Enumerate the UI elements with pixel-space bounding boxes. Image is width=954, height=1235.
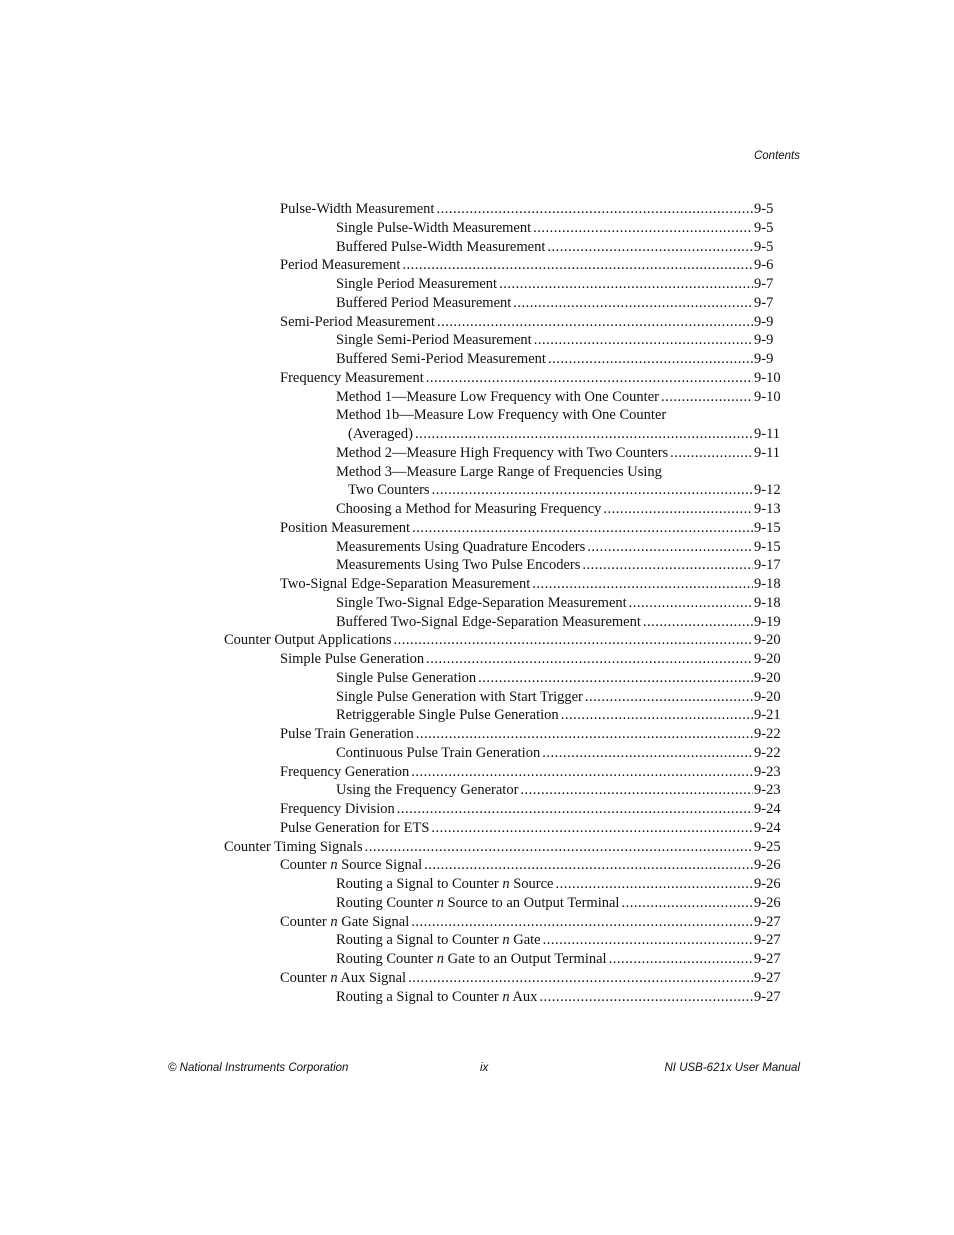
dot-leader: [402, 256, 753, 275]
toc-entry-title: Two-Signal Edge-Separation Measurement: [280, 576, 531, 592]
toc-entry-page: 9-5: [754, 201, 774, 217]
toc-entry-page: 9-17: [754, 557, 781, 574]
toc-entry-page: 9-23: [754, 782, 781, 799]
toc-entry[interactable]: [280, 256, 784, 275]
dot-leader: [499, 275, 753, 294]
toc-entry-title: Single Pulse Generation: [336, 669, 477, 686]
toc-entry[interactable]: [280, 800, 784, 819]
toc-entry-title: Measurements Using Two Pulse Encoders: [336, 557, 581, 574]
toc-entry-title: Pulse Generation for ETS: [280, 819, 430, 836]
dot-leader: [532, 575, 753, 594]
toc-entry[interactable]: [336, 894, 784, 913]
toc-entry[interactable]: [336, 331, 784, 350]
toc-entry-title: Position Measurement: [280, 519, 411, 536]
toc-entry-title: Two Counters: [348, 482, 430, 499]
toc-entry-page: 9-19: [754, 613, 781, 630]
dot-leader: [621, 894, 753, 913]
toc-entry-title: Buffered Two-Signal Edge-Separation Measurement: [336, 613, 641, 630]
toc-entry-page: 9-9: [754, 332, 774, 349]
dot-leader: [478, 669, 753, 688]
dot-leader: [416, 725, 753, 744]
toc-entry[interactable]: [336, 613, 784, 632]
toc-entry-title: Single Pulse-Width Measurement: [336, 219, 532, 236]
footer-copyright: © National Instruments Corporation: [168, 1062, 349, 1074]
toc-entry-page: 9-22: [754, 726, 781, 742]
toc-entry-page: 9-23: [754, 763, 781, 780]
toc-entry[interactable]: [336, 781, 784, 800]
toc-entry-title: Routing a Signal to Counter n Source: [336, 876, 554, 892]
toc-entry-page: 9-15: [754, 538, 781, 555]
toc-entry[interactable]: [224, 838, 784, 857]
toc-entry-page: 9-18: [754, 576, 781, 592]
dot-leader: [670, 444, 753, 463]
toc-entry-page: 9-15: [754, 519, 781, 536]
toc-entry-page: 9-20: [754, 688, 781, 705]
dot-leader: [585, 688, 753, 707]
dot-leader: [412, 519, 753, 538]
dot-leader: [539, 988, 753, 1007]
toc-entry-title: Measurements Using Quadrature Encoders: [336, 538, 586, 555]
toc-entry[interactable]: [336, 688, 784, 707]
toc-entry-title: Single Period Measurement: [336, 276, 498, 292]
dot-leader: [426, 650, 753, 669]
toc-entry[interactable]: [280, 856, 784, 875]
dot-leader: [555, 875, 753, 894]
toc-entry-page: 9-27: [754, 913, 781, 930]
toc-entry-title: Counter Timing Signals: [224, 838, 363, 855]
toc-entry-title: Retriggerable Single Pulse Generation: [336, 707, 559, 724]
toc-entry[interactable]: [336, 350, 784, 369]
toc-entry-page: 9-9: [754, 351, 774, 367]
toc-entry[interactable]: [336, 931, 784, 950]
toc-entry[interactable]: [336, 950, 784, 969]
toc-entry-page: 9-11: [754, 426, 781, 442]
dot-leader: [534, 331, 753, 350]
toc-entry-title: Method 1b—Measure Low Frequency with One Counter: [336, 407, 667, 424]
toc-entry[interactable]: [336, 500, 784, 519]
toc-entry-page: 9-25: [754, 838, 781, 855]
toc-entry-page: 9-27: [754, 951, 781, 967]
toc-entry[interactable]: [336, 406, 784, 425]
toc-entry-page: 9-20: [754, 632, 781, 649]
toc-entry-title: Frequency Generation: [280, 763, 410, 780]
dot-leader: [609, 950, 753, 969]
toc-entry[interactable]: [336, 669, 784, 688]
toc-entry-page: 9-20: [754, 669, 781, 686]
manual-title: NI USB-621x User Manual: [664, 1062, 800, 1074]
toc-entry-page: 9-5: [754, 238, 774, 255]
toc-entry-page: 9-27: [754, 969, 781, 986]
toc-entry[interactable]: [336, 538, 784, 557]
toc-entry-page: 9-6: [754, 257, 774, 274]
dot-leader: [520, 781, 753, 800]
toc-entry-title: Counter n Source Signal: [280, 857, 423, 874]
dot-leader: [432, 481, 753, 500]
toc-entry-title: Buffered Semi-Period Measurement: [336, 351, 546, 367]
toc-entry[interactable]: [280, 913, 784, 932]
dot-leader: [629, 594, 753, 613]
toc-entry[interactable]: [336, 594, 784, 613]
toc-entry-page: 9-5: [754, 219, 774, 236]
toc-entry-title: Simple Pulse Generation: [280, 651, 425, 667]
toc-entry-title: Routing Counter n Source to an Output Terminal: [336, 894, 620, 911]
dot-leader: [548, 350, 753, 369]
toc-entry-page: 9-20: [754, 651, 781, 667]
running-header: Contents: [753, 150, 800, 162]
toc-entry[interactable]: [280, 969, 784, 988]
toc-entry-title: Counter n Aux Signal: [280, 969, 407, 986]
dot-leader: [661, 388, 753, 407]
dot-leader: [426, 369, 753, 388]
dot-leader: [561, 706, 753, 725]
toc-entry-title: Frequency Division: [280, 801, 395, 817]
toc-entry-page: 9-26: [754, 857, 781, 874]
toc-entry[interactable]: [336, 294, 784, 313]
toc-entry-title: Continuous Pulse Train Generation: [336, 744, 541, 761]
dot-leader: [542, 744, 753, 763]
toc-entry-page: 9-11: [754, 444, 781, 461]
toc-entry-page: 9-13: [754, 501, 781, 517]
toc-entry-page: 9-27: [754, 932, 781, 949]
dot-leader: [643, 613, 753, 632]
toc-entry-title: Buffered Period Measurement: [336, 294, 512, 311]
table-of-contents: [224, 200, 784, 1006]
toc-entry-title: Routing a Signal to Counter n Aux: [336, 988, 538, 1005]
dot-leader: [411, 913, 753, 932]
dot-leader: [424, 856, 753, 875]
toc-entry-title: Period Measurement: [280, 257, 401, 274]
toc-entry-title: Method 2—Measure High Frequency with Two Counters: [336, 444, 669, 461]
toc-entry[interactable]: [336, 744, 784, 763]
dot-leader: [513, 294, 753, 313]
toc-entry-page: 9-10: [754, 388, 781, 405]
toc-entry[interactable]: [336, 388, 784, 407]
dot-leader: [547, 238, 753, 257]
toc-entry-title: Routing Counter n Gate to an Output Terminal: [336, 951, 607, 967]
page-number: ix: [480, 1062, 489, 1074]
toc-entry[interactable]: [280, 575, 784, 594]
toc-entry-title: Counter n Gate Signal: [280, 913, 410, 930]
toc-entry[interactable]: [336, 275, 784, 294]
toc-entry-title: Pulse-Width Measurement: [280, 201, 435, 217]
toc-entry-title: Frequency Measurement: [280, 369, 424, 386]
toc-entry-title: Buffered Pulse-Width Measurement: [336, 238, 546, 255]
dot-leader: [582, 556, 753, 575]
toc-entry[interactable]: [224, 631, 784, 650]
toc-entry-title: Pulse Train Generation: [280, 726, 414, 742]
toc-entry-page: 9-24: [754, 819, 781, 836]
toc-entry[interactable]: [336, 875, 784, 894]
toc-entry-title: (Averaged): [348, 426, 413, 442]
toc-entry[interactable]: [336, 988, 784, 1007]
toc-entry-title: Single Semi-Period Measurement: [336, 332, 532, 349]
toc-entry[interactable]: [280, 763, 784, 782]
toc-entry[interactable]: [280, 819, 784, 838]
toc-entry[interactable]: [280, 725, 784, 744]
toc-entry[interactable]: [336, 444, 784, 463]
toc-entry-title: Method 1—Measure Low Frequency with One Counter: [336, 388, 659, 405]
toc-entry-page: 9-7: [754, 294, 774, 311]
toc-entry-title: Counter Output Applications: [224, 632, 392, 649]
dot-leader: [436, 200, 753, 219]
toc-entry-title: Routing a Signal to Counter n Gate: [336, 932, 541, 949]
toc-entry[interactable]: [336, 238, 784, 257]
toc-entry[interactable]: [336, 556, 784, 575]
dot-leader: [533, 219, 753, 238]
toc-entry[interactable]: [280, 519, 784, 538]
toc-entry-page: 9-18: [754, 594, 781, 611]
toc-entry-page: 9-26: [754, 876, 781, 892]
toc-entry-page: 9-12: [754, 482, 781, 499]
dot-leader: [437, 313, 753, 332]
dot-leader: [411, 763, 753, 782]
dot-leader: [415, 425, 753, 444]
dot-leader: [431, 819, 753, 838]
toc-entry-page: 9-24: [754, 801, 781, 817]
toc-entry[interactable]: [280, 200, 784, 219]
toc-entry-page: 9-10: [754, 369, 781, 386]
dot-leader: [603, 500, 753, 519]
dot-leader: [397, 800, 753, 819]
toc-entry-page: 9-26: [754, 894, 781, 911]
dot-leader: [394, 631, 753, 650]
dot-leader: [543, 931, 753, 950]
toc-entry-page: 9-7: [754, 276, 774, 292]
toc-entry-title: Semi-Period Measurement: [280, 313, 436, 330]
toc-entry-title: Method 3—Measure Large Range of Frequencies Using: [336, 463, 662, 480]
toc-entry-title: Single Pulse Generation with Start Trigger: [336, 688, 583, 705]
toc-entry-title: Choosing a Method for Measuring Frequency: [336, 501, 602, 517]
dot-leader: [365, 838, 753, 857]
toc-entry[interactable]: [280, 369, 784, 388]
toc-entry[interactable]: [336, 219, 784, 238]
dot-leader: [587, 538, 753, 557]
toc-entry[interactable]: [280, 313, 784, 332]
toc-entry[interactable]: [348, 425, 784, 444]
toc-entry-page: 9-9: [754, 313, 774, 330]
toc-entry[interactable]: [348, 481, 784, 500]
toc-entry[interactable]: [336, 706, 784, 725]
dot-leader: [408, 969, 753, 988]
toc-entry-page: 9-21: [754, 707, 781, 724]
toc-entry[interactable]: [280, 650, 784, 669]
toc-entry[interactable]: [336, 463, 784, 482]
toc-entry-title: Using the Frequency Generator: [336, 782, 519, 799]
toc-entry-title: Single Two-Signal Edge-Separation Measurement: [336, 594, 627, 611]
toc-entry-page: 9-22: [754, 744, 781, 761]
toc-entry-page: 9-27: [754, 988, 781, 1005]
